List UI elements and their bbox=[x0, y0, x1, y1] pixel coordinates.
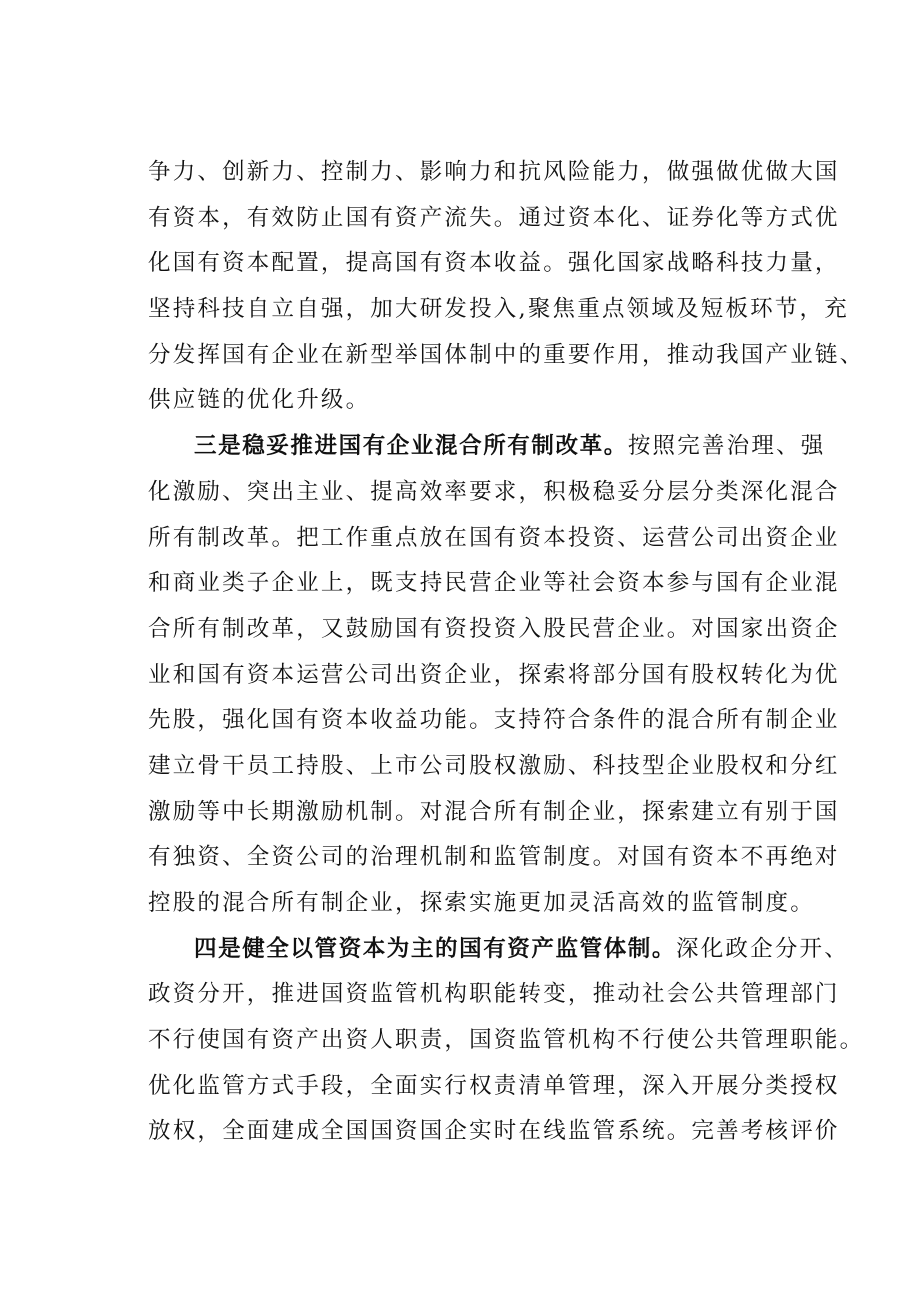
text-line: 控股的混合所有制企业，探索实施更加灵活高效的监管制度。 bbox=[148, 890, 815, 916]
paragraph-first-line bbox=[148, 430, 828, 476]
text-line: 建立骨干员工持股、上市公司股权激励、科技型企业股权和分红 bbox=[148, 752, 840, 779]
text-line: 先股，强化国有资本收益功能。支持符合条件的混合所有制企业 bbox=[148, 707, 840, 734]
text-line: 业和国有资本运营公司出资企业，探索将部分国有股权转化为优 bbox=[148, 661, 840, 688]
paragraph-3 bbox=[148, 933, 865, 1161]
text-line: 坚持科技自立自强，加大研发投入,聚焦重点领域及短板环节，充 bbox=[148, 296, 849, 323]
text-line: 所有制改革。把工作重点放在国有资本投资、运营公司出资企业 bbox=[148, 524, 840, 551]
paragraph-2 bbox=[148, 430, 840, 933]
text-line: 有资本，有效防止国有资产流失。通过资本化、证券化等方式优 bbox=[148, 204, 840, 231]
text-line: 优化监管方式手段，全面实行权责清单管理，深入开展分类授权 bbox=[148, 1072, 840, 1099]
text-line: 有独资、全资公司的治理机制和监管制度。对国有资本不再绝对 bbox=[148, 844, 840, 871]
text-line: 供应链的优化升级。 bbox=[148, 387, 371, 414]
text-line: 合所有制改革，又鼓励国有资投资入股民营企业。对国家出资企 bbox=[148, 615, 840, 642]
text-line: 化国有资本配置，提高国有资本收益。强化国家战略科技力量， bbox=[148, 250, 840, 277]
text-line: 化激励、突出主业、提高效率要求，积极稳妥分层分类深化混合 bbox=[148, 478, 840, 505]
paragraph-first-line bbox=[148, 933, 849, 979]
paragraph-heading: 四是健全以管资本为主的国有资产监管体制。 bbox=[194, 935, 677, 962]
document-body bbox=[148, 156, 865, 1161]
paragraph-heading: 三是稳妥推进国有企业混合所有制改革。 bbox=[194, 433, 628, 460]
text-run: 按照完善治理、强 bbox=[627, 433, 826, 460]
text-line: 分发挥国有企业在新型举国体制中的重要作用，推动我国产业链、 bbox=[148, 341, 865, 368]
text-line: 和商业类子企业上，既支持民营企业等社会资本参与国有企业混 bbox=[148, 570, 840, 597]
paragraph-1 bbox=[148, 156, 865, 430]
text-line: 放权，全面建成全国国资国企实时在线监管系统。完善考核评价 bbox=[148, 1118, 840, 1145]
text-line: 不行使国有资产出资人职责，国资监管机构不行使公共管理职能。 bbox=[148, 1027, 865, 1054]
text-line: 激励等中长期激励机制。对混合所有制企业，探索建立有别于国 bbox=[148, 798, 840, 825]
text-run: 深化政企分开、 bbox=[676, 935, 849, 962]
text-line: 争力、创新力、控制力、影响力和抗风险能力，做强做优做大国 bbox=[148, 159, 840, 185]
text-line: 政资分开，推进国资监管机构职能转变，推动社会公共管理部门 bbox=[148, 981, 840, 1008]
